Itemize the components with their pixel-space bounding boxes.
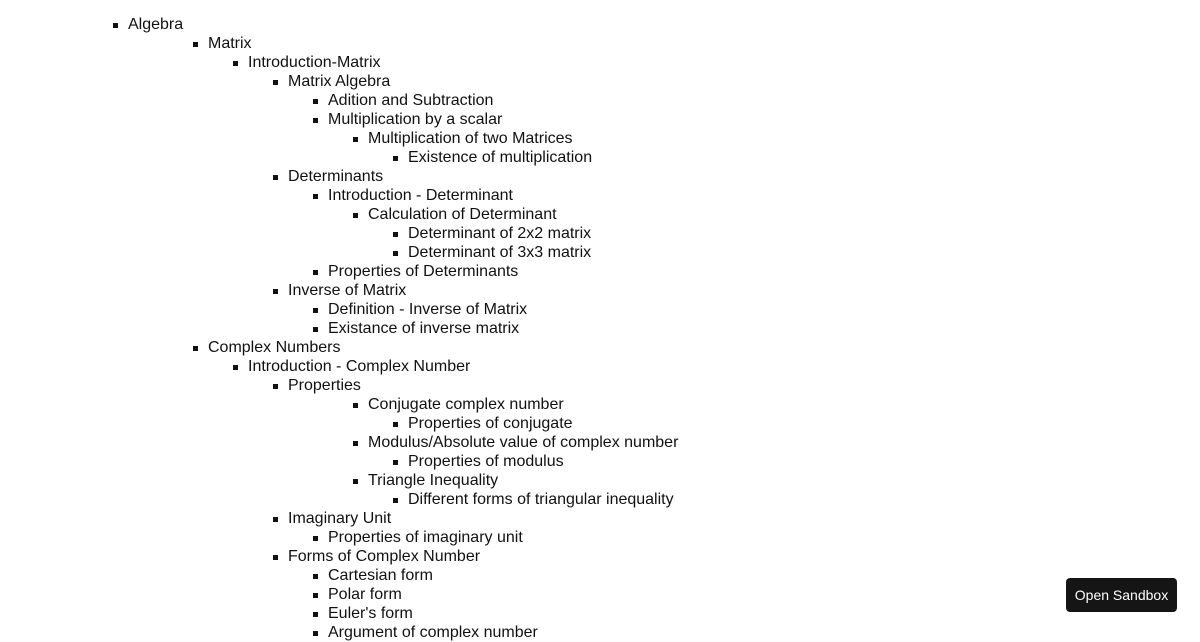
tree-item (0, 205, 1200, 224)
square-bullet-icon (313, 194, 318, 199)
square-bullet-icon (313, 612, 318, 617)
tree-item-label: Determinant of 2x2 matrix (408, 225, 592, 242)
tree-item (0, 338, 1200, 357)
tree-item-label: Calculation of Determinant (368, 206, 557, 223)
square-bullet-icon (393, 251, 398, 256)
square-bullet-icon (233, 61, 238, 66)
tree-item-label: Determinants (288, 168, 384, 185)
open-sandbox-button[interactable]: Open Sandbox (1066, 578, 1177, 612)
tree-item-label: Multiplication by a scalar (328, 111, 503, 128)
tree-item-label: Triangle Inequality (368, 472, 499, 489)
square-bullet-icon (313, 631, 318, 636)
tree-item-label: Introduction-Matrix (248, 54, 381, 71)
tree-item (0, 148, 1200, 167)
tree-item (0, 281, 1200, 300)
tree-item-label: Properties of modulus (408, 453, 564, 470)
square-bullet-icon (313, 593, 318, 598)
square-bullet-icon (393, 498, 398, 503)
tree-item-label: Algebra (128, 16, 184, 33)
tree-item-label: Polar form (328, 586, 402, 603)
tree-item (0, 528, 1200, 547)
tree-item (0, 547, 1200, 566)
tree-item (0, 15, 1200, 34)
tree-item (0, 224, 1200, 243)
tree-item (0, 262, 1200, 281)
tree-item-label: Determinant of 3x3 matrix (408, 244, 592, 261)
square-bullet-icon (313, 99, 318, 104)
square-bullet-icon (393, 422, 398, 427)
tree-item-label: Existence of multiplication (408, 149, 593, 166)
square-bullet-icon (273, 175, 278, 180)
square-bullet-icon (353, 213, 358, 218)
square-bullet-icon (233, 365, 238, 370)
tree-item-label: Introduction - Complex Number (248, 358, 471, 375)
tree-item (0, 376, 1200, 395)
tree-item (0, 34, 1200, 53)
tree-item (0, 186, 1200, 205)
tree-item (0, 167, 1200, 186)
topic-tree (0, 15, 1200, 642)
tree-item (0, 395, 1200, 414)
tree-item-label: Matrix Algebra (288, 73, 391, 90)
tree-item-label: Argument of complex number (328, 624, 538, 641)
tree-item-label: Modulus/Absolute value of complex number (368, 434, 679, 451)
tree-item-label: Forms of Complex Number (288, 548, 481, 565)
tree-item (0, 91, 1200, 110)
square-bullet-icon (113, 23, 118, 28)
square-bullet-icon (273, 517, 278, 522)
tree-item (0, 490, 1200, 509)
square-bullet-icon (313, 308, 318, 313)
square-bullet-icon (393, 460, 398, 465)
tree-item-label: Introduction - Determinant (328, 187, 513, 204)
tree-item (0, 566, 1200, 585)
tree-item-label: Multiplication of two Matrices (368, 130, 573, 147)
tree-item (0, 53, 1200, 72)
square-bullet-icon (273, 80, 278, 85)
tree-item (0, 414, 1200, 433)
tree-item (0, 471, 1200, 490)
tree-item-label: Adition and Subtraction (328, 92, 494, 109)
square-bullet-icon (313, 574, 318, 579)
tree-item (0, 509, 1200, 528)
square-bullet-icon (353, 403, 358, 408)
tree-item-label: Properties (288, 377, 361, 394)
tree-item (0, 129, 1200, 148)
square-bullet-icon (353, 441, 358, 446)
tree-item (0, 623, 1200, 642)
tree-item-label: Properties of conjugate (408, 415, 573, 432)
tree-item (0, 110, 1200, 129)
tree-item-label: Properties of Determinants (328, 263, 519, 280)
tree-item-label: Matrix (208, 35, 252, 52)
tree-item (0, 433, 1200, 452)
tree-item-label: Cartesian form (328, 567, 433, 584)
tree-item (0, 452, 1200, 471)
tree-item (0, 604, 1200, 623)
tree-item-label: Existance of inverse matrix (328, 320, 520, 337)
tree-item (0, 585, 1200, 604)
square-bullet-icon (353, 137, 358, 142)
square-bullet-icon (353, 479, 358, 484)
tree-item-label: Complex Numbers (208, 339, 341, 356)
tree-item (0, 300, 1200, 319)
tree-item-label: Imaginary Unit (288, 510, 392, 527)
tree-item-label: Properties of imaginary unit (328, 529, 523, 546)
tree-item-label: Definition - Inverse of Matrix (328, 301, 528, 318)
square-bullet-icon (273, 289, 278, 294)
tree-item-label: Different forms of triangular inequality (408, 491, 674, 508)
tree-item-label: Euler's form (328, 605, 413, 622)
square-bullet-icon (273, 555, 278, 560)
tree-item-label: Conjugate complex number (368, 396, 564, 413)
square-bullet-icon (313, 327, 318, 332)
square-bullet-icon (313, 118, 318, 123)
square-bullet-icon (193, 346, 198, 351)
tree-item (0, 357, 1200, 376)
square-bullet-icon (393, 156, 398, 161)
square-bullet-icon (313, 270, 318, 275)
square-bullet-icon (393, 232, 398, 237)
square-bullet-icon (273, 384, 278, 389)
tree-item-label: Inverse of Matrix (288, 282, 407, 299)
square-bullet-icon (193, 42, 198, 47)
tree-item (0, 243, 1200, 262)
square-bullet-icon (313, 536, 318, 541)
tree-item (0, 72, 1200, 91)
tree-item (0, 319, 1200, 338)
